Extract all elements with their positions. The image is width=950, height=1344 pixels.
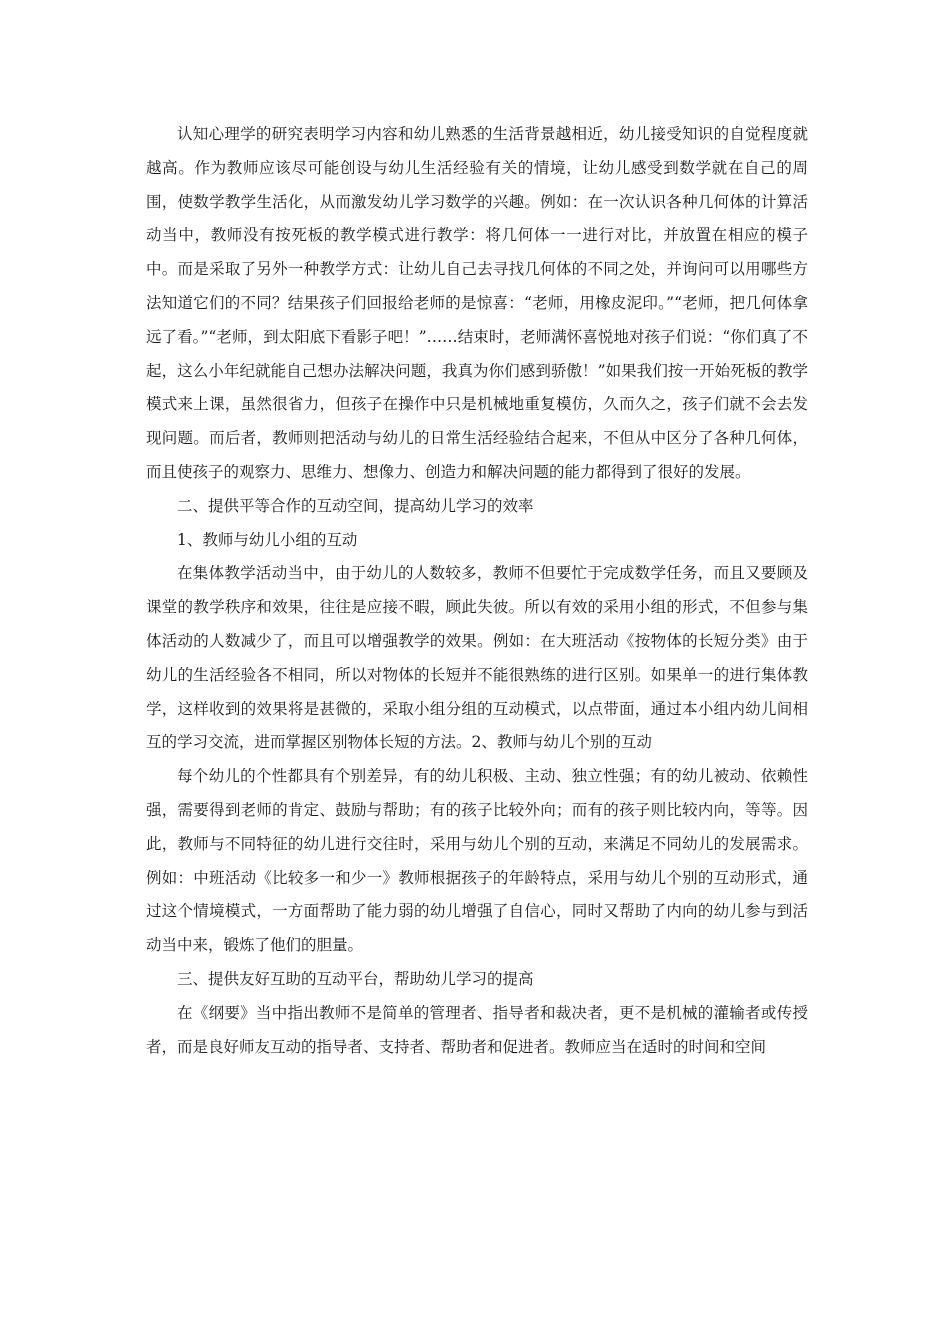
document-page (146, 118, 808, 1064)
paragraph-group-interaction: 在集体教学活动当中，由于幼儿的人数较多，教师不但要忙于完成数学任务，而且又要顾及课堂的教学秩序和效果，往往是应接不暇，顾此失彼。所以有效的采用小组的形式，不但参与集体活动的人数减少了，而且可以增强教学的效果。例如：在大班活动《按物体的长短分类》由于幼儿的生活经验各不相同，所以对物体的长短并不能很熟练的进行区别。如果单一的进行集体教学，这样收到的效果将是甚微的，采取小组分组的互动模式，以点带面，通过本小组内幼儿间相互的学习交流，进而掌握区别物体长短的方法。2、教师与幼儿个别的互动 (146, 564, 808, 752)
section-heading-2: 二、提供平等合作的互动空间，提高幼儿学习的效率 (177, 496, 534, 515)
paragraph-cognitive-psychology: 认知心理学的研究表明学习内容和幼儿熟悉的生活背景越相近，幼儿接受知识的自觉程度就越高。作为教师应该尽可能创设与幼儿生活经验有关的情境，让幼儿感受到数学就在自己的周围，使数学教学生活化，从而激发幼儿学习数学的兴趣。例如：在一次认识各种几何体的计算活动当中，教师没有按死板的教学模式进行教学：将几何体一一进行对比，并放置在相应的模子中。而是采取了另外一种教学方式：让幼儿自己去寻找几何体的不同之处，并询问可以用哪些方法知道它们的不同？结果孩子们回报给老师的是惊喜：“老师，用橡皮泥印。”“老师，把几何体拿远了看。”“老师，到太阳底下看影子吧！”……结束时，老师满怀喜悦地对孩子们说：“你们真了不起，这么小年纪就能自己想办法解决问题，我真为你们感到骄傲！”如果我们按一开始死板的教学模式来上课，虽然很省力，但孩子在操作中只是机械地重复模仿，久而久之，孩子们就不会去发现问题。而后者，教师则把活动与幼儿的日常生活经验结合起来，不但从中区分了各种几何体，而且使孩子的观察力、思维力、想像力、创造力和解决问题的能力都得到了很好的发展。 (146, 125, 808, 481)
paragraph-guidelines: 在《纲要》当中指出教师不是简单的管理者、指导者和裁决者，更不是机械的灌输者或传授者，而是良好师友互动的指导者、支持者、帮助者和促进者。教师应当在适时的时间和空间 (146, 1003, 808, 1056)
subsection-heading-1: 1、教师与幼儿小组的互动 (177, 530, 358, 549)
paragraph-individual-differences: 每个幼儿的个性都具有个别差异，有的幼儿积极、主动、独立性强；有的幼儿被动、依赖性强，需要得到老师的肯定、鼓励与帮助；有的孩子比较外向；而有的孩子则比较内向，等等。因此，教师与不同特征的幼儿进行交往时，采用与幼儿个别的互动，来满足不同幼儿的发展需求。例如：中班活动《比较多一和少一》教师根据孩子的年龄特点，采用与幼儿个别的互动形式，通过这个情境模式，一方面帮助了能力弱的幼儿增强了自信心，同时又帮助了内向的幼儿参与到活动当中来，锻炼了他们的胆量。 (146, 767, 808, 955)
section-heading-3: 三、提供友好互助的互动平台，帮助幼儿学习的提高 (177, 969, 534, 988)
